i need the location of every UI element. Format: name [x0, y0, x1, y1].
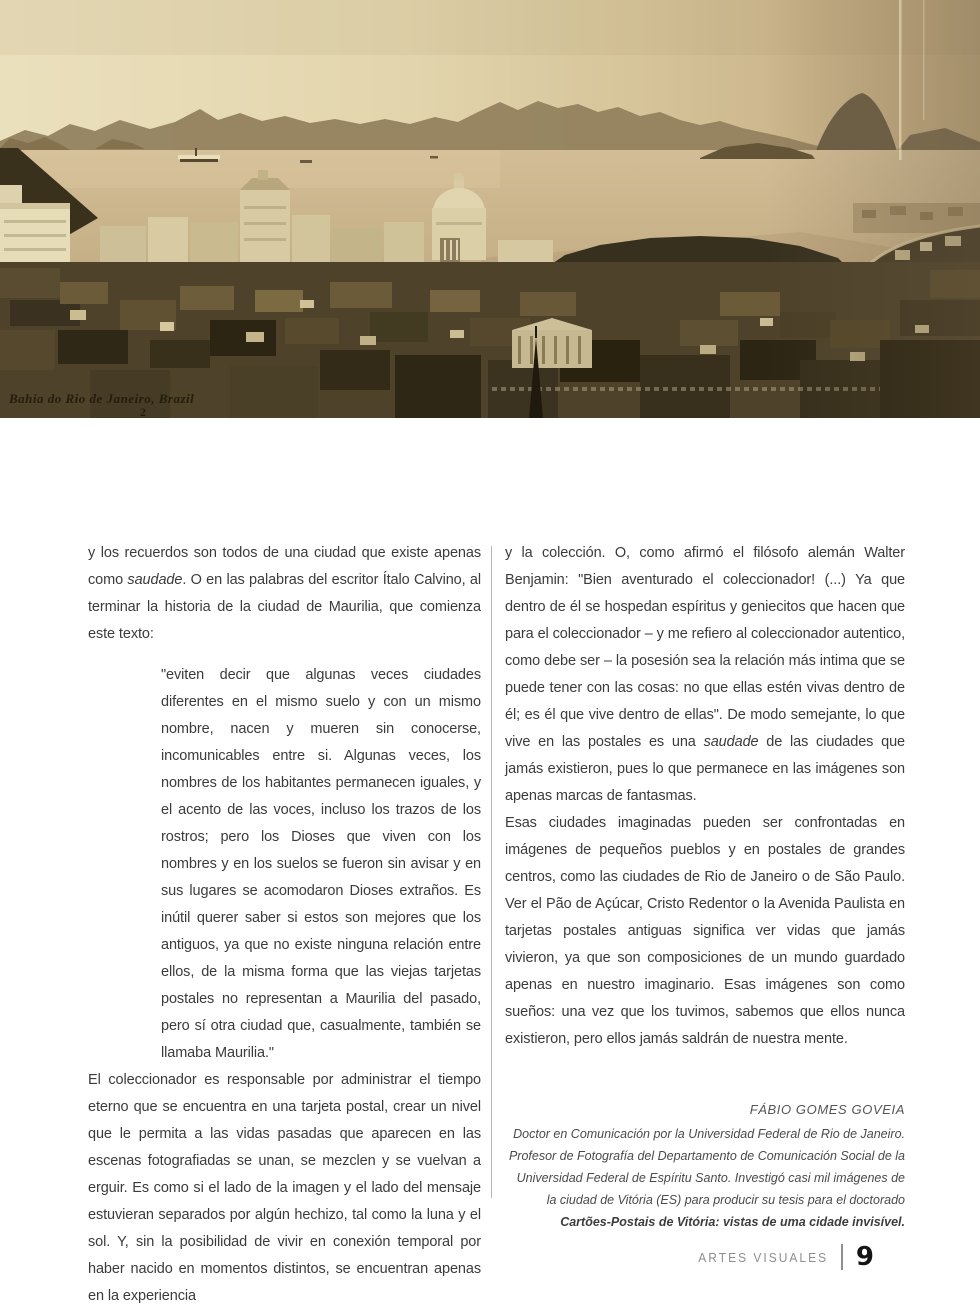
left-column: [88, 540, 481, 1310]
author-bio: [505, 1099, 905, 1233]
section-label: ARTES VISUALES: [698, 1249, 828, 1265]
column-divider: [491, 546, 492, 1198]
paragraph-text: y la colección. O, como afirmó el filósofo alemán Walter Benjamin: "Bien aventurado el coleccionador! (...) Ya que dentro de él se hospedan espíritus y geniecitos que hacen que para el coleccionador – y me refiero al coleccionador autentico, como debe ser – la posesión sea la relación más intima que se puede tener con las cosas: no que ellas estén vivas dentro de él; es él que vive dentro de ellas". De modo semejante, lo que vive en las postales es una: [505, 545, 905, 750]
postcard-photo: [0, 0, 980, 418]
page-number: 9: [855, 1242, 874, 1272]
photo-edge-shading: [0, 0, 980, 418]
paragraph: Esas ciudades imaginadas pueden ser confrontadas en imágenes de pequeños pueblos y en postales de grandes centros, como las ciudades de Rio de Janeiro o de São Paulo. Ver el Pão de Açúcar, Cristo Redentor o la Avenida Paulista en tarjetas postales antiguas significa ver vidas que jamás vivieron, ya que son composiciones de un mundo guardado apenas en nuestro imaginario. Esas imágenes son como sueños: una vez que los tuvimos, sabemos que ellos nunca existieron, pero ellos jamás saldrán de nuestra mente.: [505, 815, 905, 1047]
footer-divider-bar: [841, 1244, 843, 1270]
italic-term: saudade: [127, 572, 183, 588]
photo-caption-number: 2: [140, 405, 146, 418]
rio-bay-panorama-illustration: [0, 0, 980, 418]
page-footer: [687, 1240, 874, 1274]
paragraph: El coleccionador es responsable por administrar el tiempo eterno que se encuentra en una tarjeta postal, crear un nivel que le permita a las vidas pasadas que aparecen en las escenas fotografiadas se unan, se mezclen y se vuelvan a erguir. Es como si el lado de la imagen y el lado del mensaje estuvieran separados por algún hechizo, tal como la luna y el sol. Y, sin la posibilidad de vivir en conexión temporal por haber nacido en momentos distintos, se encuentran apenas en la experiencia: [88, 1072, 481, 1304]
author-name: FÁBIO GOMES GOVEIA: [749, 1102, 905, 1117]
paragraph: [88, 540, 481, 648]
scratch-mark-2: [923, 0, 925, 120]
author-thesis-title: Cartões-Postais de Vitória: vistas de uma cidade invisível.: [560, 1215, 905, 1229]
paragraph-text: . O en las palabras del escritor Ítalo Calvino, al terminar la historia de la ciudad de Maurilia, que comienza este texto:: [88, 572, 481, 642]
calvino-quote: "eviten decir que algunas veces ciudades diferentes en el mismo suelo y con un mismo nombre, nacen y mueren sin conocerse, incomunicables entre si. Algunas veces, los nombres de los habitantes permanecen iguales, y el acento de las voces, incluso los trazos de los rostros; pero los Dioses que viven con los nombres y en los suelos se fueron sin avisar y en sus lugares se acomodaron Dioses extraños. Es inútil querer saber si estos son mejores que los antiguos, ya que no existe ninguna relación entre ellos, de la misma forma que las viejas tarjetas postales no representan a Maurilia del pasado, pero sí otra ciudad que, casualmente, también se llamaba Maurilia.": [161, 667, 481, 1061]
paragraph-text: y los recuerdos son todos de una ciudad que existe apenas como: [88, 545, 481, 588]
italic-term: saudade: [703, 734, 759, 750]
author-bio-text: Doctor en Comunicación por la Universidad Federal de Rio de Janeiro. Profesor de Fotografía del Departamento de Comunicación Social de la Universidad Federal de Espíritu Santo. Investigó casi mil imágenes de la ciudad de Vitória (ES) para producir su tesis para el doctorado: [508, 1127, 905, 1207]
photo-caption: Bahia do Rio de Janeiro, Brazil: [9, 391, 195, 406]
paragraph: [505, 540, 905, 810]
right-column: [505, 540, 905, 1233]
paragraph-text: de las ciudades que jamás existieron, pues lo que permanece en las imágenes son apenas marcas de fantasmas.: [505, 734, 905, 804]
scratch-mark: [899, 0, 902, 160]
